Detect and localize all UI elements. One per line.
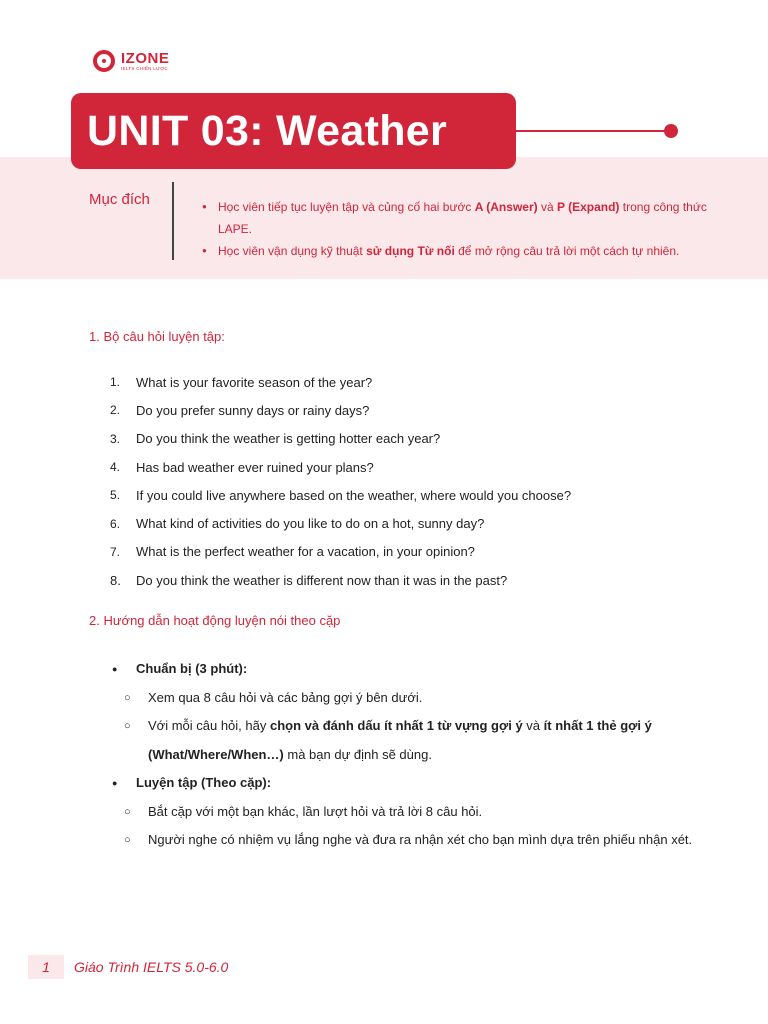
section2-heading: 2. Hướng dẫn hoạt động luyện nói theo cặp — [89, 613, 341, 628]
page-title: UNIT 03: Weather — [87, 106, 448, 155]
title-line — [516, 130, 668, 132]
list-item: 4. Has bad weather ever ruined your plans? — [110, 459, 374, 475]
purpose-item: ● Học viên tiếp tục luyện tập và củng cố hai bước A (Answer) và P (Expand) trong công thức LAPE. — [202, 196, 732, 240]
list-item: ○ Người nghe có nhiệm vụ lắng nghe và đưa ra nhận xét cho bạn mình dựa trên phiếu nhận xét. — [112, 826, 732, 855]
list-item: ○ Bắt cặp với một bạn khác, lần lượt hỏi và trả lời 8 câu hỏi. — [112, 798, 732, 827]
question-list — [110, 368, 730, 594]
purpose-divider — [172, 182, 174, 260]
circle-bullet-icon: ○ — [124, 691, 131, 704]
list-item: 6. What kind of activities do you like to do on a hot, sunny day? — [110, 516, 485, 532]
logo-name: IZONE — [121, 49, 170, 67]
guide-group-prepare: ● Chuẩn bị (3 phút): ○ Xem qua 8 câu hỏi và các bảng gợi ý bên dưới. ○ Với mỗi câu hỏi, hãy chọn và đánh dấu ít nhất 1 từ vựng gợi ý và ít nhất 1 thẻ gợi ý (What/Where/When…) mà bạn dự định sẽ dùng. — [112, 655, 732, 769]
footer-text: Giáo Trình IELTS 5.0-6.0 — [74, 959, 229, 975]
circle-bullet-icon: ○ — [124, 834, 131, 846]
guide-group-practice: ● Luyện tập (Theo cặp): ○ Bắt cặp với một bạn khác, lần lượt hỏi và trả lời 8 câu hỏi. ○ Người nghe có nhiệm vụ lắng nghe và đưa ra nhận xét cho bạn mình dựa trên phiếu nhận xét. — [112, 769, 732, 855]
guide-list — [112, 655, 732, 855]
bullet-icon: ● — [112, 664, 118, 674]
purpose-list — [202, 196, 732, 262]
logo-subtitle: IELTS CHIẾN LƯỢC — [121, 65, 168, 71]
circle-bullet-icon: ○ — [124, 720, 131, 732]
purpose-label: Mục đích — [89, 191, 150, 208]
list-item: 2. Do you prefer sunny days or rainy days? — [110, 402, 370, 418]
title-box — [71, 93, 516, 169]
list-item: 5. If you could live anywhere based on the weather, where would you choose? — [110, 487, 572, 503]
page-number: 1 — [28, 955, 64, 979]
bullet-icon: ● — [112, 778, 118, 788]
target-icon — [93, 50, 115, 72]
title-dot-icon — [664, 124, 678, 138]
list-item: 7. What is the perfect weather for a vacation, in your opinion? — [110, 544, 475, 560]
list-item: 8. Do you think the weather is different now than it was in the past? — [110, 572, 508, 588]
circle-bullet-icon: ○ — [124, 805, 131, 818]
izone-logo — [93, 50, 169, 72]
footer — [28, 955, 228, 979]
section1-heading: 1. Bộ câu hỏi luyện tập: — [89, 329, 225, 344]
list-item: 3. Do you think the weather is getting hotter each year? — [110, 431, 441, 447]
purpose-item: ● Học viên vận dụng kỹ thuật sử dụng Từ nối để mở rộng câu trả lời một cách tự nhiên. — [202, 240, 732, 262]
list-item: ○ Xem qua 8 câu hỏi và các bảng gợi ý bên dưới. — [112, 684, 732, 713]
list-item: 1. What is your favorite season of the year? — [110, 374, 373, 390]
list-item: ○ Với mỗi câu hỏi, hãy chọn và đánh dấu ít nhất 1 từ vựng gợi ý và ít nhất 1 thẻ gợi ý (What/Where/When…) mà bạn dự định sẽ dùng. — [112, 712, 732, 769]
